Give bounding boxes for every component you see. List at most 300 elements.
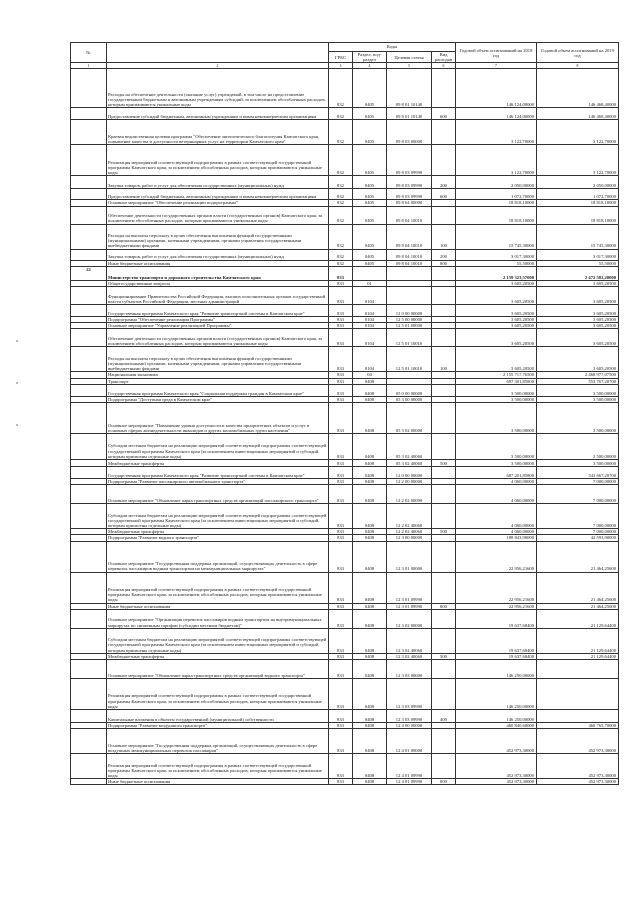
table-row [71,120,619,145]
row-target: 12 5 01 00000 [387,323,432,329]
row-type: 100 [432,347,456,372]
row-name: Государственная программа Камчатского края "Развитие транспортной системы в Камчатском крае" [107,467,329,479]
row-grbs: 833 [329,460,353,467]
row-name: Закупка товаров, работ и услуг для обеспечения государственных (муниципальных) нужд [107,249,329,260]
row-target: 09 8 04 00000 [387,200,432,206]
row-name: Предоставление субсидий бюджетным, автономным учреждениям и иным некоммерческим организациям [107,189,329,200]
row-name: Иные бюджетные ассигнования [107,260,329,266]
row-type: 500 [432,460,456,467]
row-amount-2019: 1 072,70000 [537,189,619,200]
row-grbs: 833 [329,266,353,280]
row-name: Межбюджетные трансферты [107,460,329,467]
row-type: 100 [432,224,456,249]
row-section: 0408 [353,384,387,396]
row-amount-2019: 21 129,64400 [537,653,619,659]
row-grbs: 832 [329,69,353,108]
row-grbs: 832 [329,206,353,224]
row-type [432,467,456,479]
row-name: Реализация мероприятий соответствующей подпрограммы в рамках соответствующей государственной программы Камчатского края, за исключением обособленных расходов, которым присваиваются уникальные коды [107,679,329,710]
row-target: 09 8 01 10140 [387,69,432,108]
row-type [432,609,456,628]
row-name: Основное мероприятие "Обновление парка транспортных средств организаций пассажирского транспорта" [107,485,329,504]
row-amount-2018: 19 637,68400 [456,609,537,628]
col-index: 8 [537,63,619,69]
row-amount-2019: 146 468,40000 [537,69,619,108]
row-target: 12 0 00 00000 [387,305,432,317]
table-row [71,434,619,460]
row-number [71,347,107,372]
row-amount-2019: 543 667,20700 [537,467,619,479]
row-grbs: 833 [329,287,353,305]
table-row [71,189,619,200]
row-target: 12 3 00 00000 [387,535,432,541]
row-section: 0408 [353,479,387,485]
row-type: 600 [432,108,456,120]
row-amount-2019: 21 129,64400 [537,609,619,628]
row-amount-2018: 3 122,70000 [456,120,537,145]
row-amount-2019: 7 000,00000 [537,504,619,529]
col-index: 6 [432,63,456,69]
row-grbs: 833 [329,679,353,710]
row-amount-2019: 18 818,10000 [537,200,619,206]
table-row [71,485,619,504]
row-number [71,541,107,572]
row-section: 0104 [353,347,387,372]
row-type: 200 [432,176,456,189]
row-section: 0408 [353,460,387,467]
row-target: 09 8 04 10010 [387,249,432,260]
row-amount-2019: 452 973,30000 [537,729,619,754]
row-grbs: 833 [329,628,353,653]
row-target: 05 3 02 40060 [387,460,432,467]
row-number [71,206,107,224]
row-number [71,287,107,305]
row-target: 12 2 02 40060 [387,504,432,529]
row-type [432,434,456,460]
row-amount-2019 [537,679,619,710]
row-target: 09 8 03 09990 [387,145,432,176]
row-target: 05 0 00 00000 [387,384,432,396]
row-target: 09 8 04 10010 [387,224,432,249]
row-amount-2019: 7 000,00000 [537,529,619,535]
row-section: 0405 [353,206,387,224]
row-amount-2019: 3 500,00000 [537,384,619,396]
row-type: 200 [432,249,456,260]
row-target: 12 3 01 09990 [387,603,432,609]
row-section: 01 [353,280,387,286]
row-section: 0408 [353,572,387,603]
row-name: Капитальные вложения в объекты государственной (муниципальной) собственности [107,710,329,723]
row-amount-2019: 7 000,00000 [537,479,619,485]
col-section-header: Раздел, под-раздел [353,52,387,63]
row-amount-2018: 452 973,30000 [456,729,537,754]
row-grbs: 833 [329,305,353,317]
row-type [432,660,456,679]
row-amount-2018: 22 956,21600 [456,603,537,609]
row-target [387,266,432,280]
table-row [71,206,619,224]
table-row [71,609,619,628]
row-amount-2019: 21 464,25600 [537,572,619,603]
row-type: 800 [432,260,456,266]
row-type [432,305,456,317]
row-grbs: 832 [329,108,353,120]
row-number [71,224,107,249]
col-index: 4 [353,63,387,69]
row-grbs: 833 [329,653,353,659]
row-type [432,206,456,224]
col-target-header: Целевая статья [387,52,432,63]
row-grbs: 832 [329,249,353,260]
col-index: 3 [329,63,353,69]
scan-dot [16,424,18,426]
row-amount-2018: 3 605,20500 [456,323,537,329]
row-amount-2019: 3 605,20500 [537,287,619,305]
row-number [71,485,107,504]
table-row [71,224,619,249]
table-row [71,779,619,785]
row-grbs: 833 [329,384,353,396]
row-target: 12 5 00 00000 [387,317,432,323]
row-number [71,305,107,317]
row-target: 12 3 03 09990 [387,710,432,723]
row-target: 12 4 00 00000 [387,723,432,729]
row-type [432,485,456,504]
table-row [71,266,619,280]
row-amount-2018: 146 250,00000 [456,679,537,710]
table-row [71,660,619,679]
row-number [71,403,107,434]
row-amount-2018: 452 973,30000 [456,779,537,785]
row-type: 800 [432,779,456,785]
row-grbs: 833 [329,710,353,723]
row-number [71,434,107,460]
row-amount-2018: 4 060,00000 [456,504,537,529]
row-name: Государственная программа Камчатского края "Развитие транспортной системы в Камчатском крае" [107,305,329,317]
row-name: Основное мероприятие "Управление реализацией Программы" [107,323,329,329]
row-name: Реализация мероприятий соответствующей подпрограммы в рамках соответствующей государственной программы Камчатского края, за исключением обособленных расходов, которым присваиваются уникальные коды [107,572,329,603]
row-amount-2019: 15 745,30000 [537,224,619,249]
row-section: 0408 [353,541,387,572]
row-amount-2019: 3 605,20500 [537,347,619,372]
row-section: 0405 [353,108,387,120]
row-section: 0408 [353,660,387,679]
row-section: 0408 [353,723,387,729]
row-name: Основное мероприятие "Организация перевозок пассажиров водным транспортом на внутримуниципальных маршрутах по сниженным тарифам (субсидии местным бюджетам)" [107,609,329,628]
row-amount-2018: 15 745,30000 [456,224,537,249]
row-amount-2018: 19 637,68400 [456,653,537,659]
row-name: Подпрограмма "Развитие пассажирского автомобильного транспорта" [107,479,329,485]
row-grbs: 833 [329,504,353,529]
header-row [71,43,619,52]
row-name: Основное мероприятие "Государственная поддержка организаций, осуществляющих деятельность в сфере перевозок пассажиров водным транспортом на межмуниципальных маршрутах" [107,541,329,572]
row-amount-2019: 55,50000 [537,260,619,266]
row-amount-2019: 3 605,20500 [537,305,619,317]
row-type: 800 [432,603,456,609]
row-name: Национальная экономика [107,372,329,378]
row-section: 0408 [353,504,387,529]
row-amount-2018: 18 818,10000 [456,200,537,206]
row-name: Межбюджетные трансферты [107,529,329,535]
row-amount-2018: 146 250,00000 [456,660,537,679]
scan-dot [16,382,18,384]
row-amount-2018: 4 060,00000 [456,529,537,535]
row-amount-2019: 3 605,20500 [537,329,619,347]
row-section: 04 [353,372,387,378]
row-grbs: 833 [329,323,353,329]
row-type [432,541,456,572]
col-index: 5 [387,63,432,69]
row-amount-2018: 3 605,20500 [456,347,537,372]
row-amount-2019: 460 765,70000 [537,723,619,729]
row-grbs: 833 [329,467,353,479]
row-name: Иные бюджетные ассигнования [107,603,329,609]
row-amount-2019: 3 605,20500 [537,280,619,286]
row-section: 0104 [353,329,387,347]
row-name: Межбюджетные трансферты [107,653,329,659]
row-amount-2019: 21 464,25600 [537,541,619,572]
row-amount-2019: 146 468,40000 [537,108,619,120]
table-row [71,467,619,479]
row-grbs: 832 [329,145,353,176]
row-section: 0405 [353,145,387,176]
row-type [432,572,456,603]
row-grbs: 833 [329,723,353,729]
row-section: 0405 [353,224,387,249]
row-section: 0405 [353,176,387,189]
table-row [71,145,619,176]
codes-header: Коды [329,43,456,52]
row-section [353,266,387,280]
row-amount-2019: 3 605,20500 [537,317,619,323]
row-number [71,69,107,108]
row-type [432,287,456,305]
row-grbs: 833 [329,603,353,609]
row-target: 05 3 00 00000 [387,396,432,402]
row-name: Субсидии местным бюджетам на реализацию мероприятий соответствующей подпрограммы соответствующей государственной программы Камчатского края (за исключением инвестиционных мероприятий и субсидий, которым присвоены отдельные коды) [107,434,329,460]
row-name: Субсидии местным бюджетам на реализацию мероприятий соответствующей подпрограммы соответствующей государственной программы Камчатского края (за исключением инвестиционных мероприятий и субсидий, которым присвоены отдельные коды) [107,504,329,529]
row-target: 12 4 01 00000 [387,729,432,754]
row-amount-2018: 3 017,30000 [456,249,537,260]
row-target: 12 0 00 00000 [387,467,432,479]
row-amount-2019: 3 500,00000 [537,403,619,434]
row-amount-2018: 3 122,70000 [456,145,537,176]
row-amount-2018: 22 956,21600 [456,541,537,572]
row-section: 0405 [353,260,387,266]
row-amount-2019 [537,710,619,723]
table-row [71,403,619,434]
row-name: Обеспечение деятельности государственных органов власти (государственных органов) Камчатского края, за исключением обособленных расходов, которым присваиваются уникальные коды [107,206,329,224]
row-target: 12 3 01 09990 [387,572,432,603]
row-amount-2018: 19 637,68400 [456,628,537,653]
row-name: Функционирование Правительства Российской Федерации, высших исполнительных органов государственной власти субъектов Российской Федерации, местных администраций [107,287,329,305]
row-amount-2019: 3 500,00000 [537,396,619,402]
row-type: 400 [432,710,456,723]
row-grbs: 832 [329,260,353,266]
table-row [71,572,619,603]
row-type [432,504,456,529]
row-amount-2018: 55,50000 [456,260,537,266]
row-type [432,729,456,754]
row-grbs: 833 [329,729,353,754]
row-amount-2018: 2 159 323,57000 [456,266,537,280]
row-type [432,120,456,145]
row-number [71,729,107,754]
row-amount-2018: 2 155 717,76500 [456,372,537,378]
table-row [71,628,619,653]
row-number [71,329,107,347]
row-number [71,249,107,260]
col-name-header [107,43,329,63]
row-section: 0408 [353,535,387,541]
row-amount-2018: 687 201,85800 [456,467,537,479]
table-row [71,754,619,779]
row-section: 0408 [353,754,387,779]
row-type [432,628,456,653]
row-section: 0408 [353,779,387,785]
row-target: 09 8 04 10010 [387,206,432,224]
row-name: Общегосударственные вопросы [107,280,329,286]
row-name: Основное мероприятие "Государственная поддержка организаций, осуществляющих деятельность в сфере воздушных межмуниципальных перевозок пассажиров" [107,729,329,754]
row-number [71,710,107,723]
row-grbs: 833 [329,609,353,628]
row-amount-2018: 3 605,20500 [456,287,537,305]
row-section: 0104 [353,287,387,305]
row-grbs: 833 [329,779,353,785]
row-name: Министерство транспорта и дорожного строительства Камчатского края [107,266,329,280]
row-number [71,679,107,710]
row-grbs: 833 [329,529,353,535]
row-target: 12 3 03 00000 [387,660,432,679]
row-amount-2019: 3 500,00000 [537,460,619,467]
row-grbs: 832 [329,224,353,249]
row-number [71,176,107,189]
scan-margin-marks [12,300,32,426]
row-grbs: 833 [329,434,353,460]
row-type [432,403,456,434]
row-amount-2018: 3 605,20500 [456,329,537,347]
row-amount-2019: 2 472 582,20000 [537,266,619,280]
row-grbs: 833 [329,535,353,541]
row-name: Краевая ведомственная целевая программа "Обеспечение эпизоотического благополучия Камчатского края, повышение качества и доступности ветеринарных услуг на территории Камчатского края" [107,120,329,145]
row-target: 09 8 03 09990 [387,189,432,200]
row-grbs: 833 [329,347,353,372]
row-name: Подпрограмма "Развитие воздушного транспорта" [107,723,329,729]
row-section: 0104 [353,323,387,329]
row-amount-2019: 3 122,70000 [537,120,619,145]
row-target: 09 8 03 00000 [387,120,432,145]
row-number [71,108,107,120]
row-name: Расходы на выплаты персоналу в целях обеспечения выполнения функций государственными (муниципальными) органами, казенными учреждениями, органами управления государственными внебюджетными фондами [107,224,329,249]
row-amount-2019: 21 464,25600 [537,603,619,609]
row-section: 0408 [353,434,387,460]
row-amount-2019: 553 767,20700 [537,378,619,384]
row-grbs: 832 [329,176,353,189]
row-amount-2018: 3 605,20500 [456,280,537,286]
row-amount-2018: 460 840,60000 [456,723,537,729]
row-section: 0408 [353,710,387,723]
row-target: 12 3 01 00000 [387,541,432,572]
row-target: 12 2 02 00000 [387,485,432,504]
col-grbs-header: ГРБС [329,52,353,63]
row-grbs: 833 [329,479,353,485]
col-type-header: Вид расходов [432,52,456,63]
col-num-header: № [71,43,107,63]
row-name: Основное мероприятие "Обеспечение реализации подпрограммы" [107,200,329,206]
row-amount-2018: 4 060,00000 [456,485,537,504]
row-target: 12 3 03 09990 [387,679,432,710]
row-section: 0408 [353,609,387,628]
row-section: 0408 [353,378,387,384]
row-name: Субсидии местным бюджетам на реализацию мероприятий соответствующей подпрограммы соответствующей государственной программы Камчатского края (за исключением инвестиционных мероприятий и субсидий, которым присвоены отдельные коды) [107,628,329,653]
row-section: 0408 [353,679,387,710]
table-row [71,679,619,710]
row-number [71,189,107,200]
row-grbs: 833 [329,485,353,504]
row-amount-2018: 3 605,20500 [456,305,537,317]
row-amount-2018: 18 818,10000 [456,206,537,224]
row-amount-2018: 2 050,00000 [456,176,537,189]
row-name: Реализация мероприятий соответствующей подпрограммы в рамках соответствующей государственной программы Камчатского края, за исключением обособленных расходов, которым присваиваются уникальные коды [107,145,329,176]
row-number [71,460,107,467]
row-name: Обеспечение деятельности государственных органов власти (государственных органов) Камчатского края, за исключением обособленных расходов, которым присваиваются уникальные коды [107,329,329,347]
row-amount-2019 [537,660,619,679]
row-type [432,384,456,396]
row-type [432,329,456,347]
row-number [71,467,107,479]
col-2019-header: Годовой объем ассигнований на 2019 год [537,43,619,63]
row-amount-2018: 3 500,00000 [456,396,537,402]
row-amount-2019: 452 973,30000 [537,779,619,785]
row-amount-2019: 3 500,00000 [537,434,619,460]
row-section: 0405 [353,200,387,206]
row-amount-2018: 3 500,00000 [456,434,537,460]
row-amount-2018: 3 500,00000 [456,460,537,467]
table-row [71,384,619,396]
col-index: 2 [107,63,329,69]
col-2018-header: Годовой объем ассигнований на 2018 год [456,43,537,63]
row-section: 0408 [353,729,387,754]
col-index: 1 [71,63,107,69]
row-name: Расходы на выплаты персоналу в целях обеспечения выполнения функций государственными (муниципальными) органами, казенными учреждениями, органами управления государственными внебюджетными фондами [107,347,329,372]
row-section: 0405 [353,189,387,200]
row-type [432,266,456,280]
row-type [432,754,456,779]
row-amount-2018: 188 843,90000 [456,535,537,541]
row-grbs: 833 [329,403,353,434]
row-section: 0405 [353,69,387,108]
row-name: Закупка товаров, работ и услуг для обеспечения государственных (муниципальных) нужд [107,176,329,189]
table-row [71,305,619,317]
budget-sheet [70,42,618,785]
row-name: Подпрограмма "Развитие водного транспорта" [107,535,329,541]
row-amount-2019: 452 973,30000 [537,754,619,779]
row-name: Реализация мероприятий соответствующей подпрограммы в рамках соответствующей государственной программы Камчатского края, за исключением обособленных расходов, которым присваиваются уникальные коды [107,754,329,779]
row-grbs: 833 [329,378,353,384]
row-name: Подпрограмма "Обеспечение реализации Программы" [107,317,329,323]
row-amount-2019: 18 818,10000 [537,206,619,224]
col-index: 7 [456,63,537,69]
row-amount-2018: 3 500,00000 [456,384,537,396]
row-target: 12 3 02 40060 [387,628,432,653]
row-amount-2018: 146 124,00000 [456,69,537,108]
row-section: 0408 [353,603,387,609]
row-section: 0408 [353,529,387,535]
row-name: Транспорт [107,378,329,384]
row-amount-2019: 21 129,64400 [537,628,619,653]
scan-dot [16,340,18,342]
row-amount-2019: 3 017,30000 [537,249,619,260]
